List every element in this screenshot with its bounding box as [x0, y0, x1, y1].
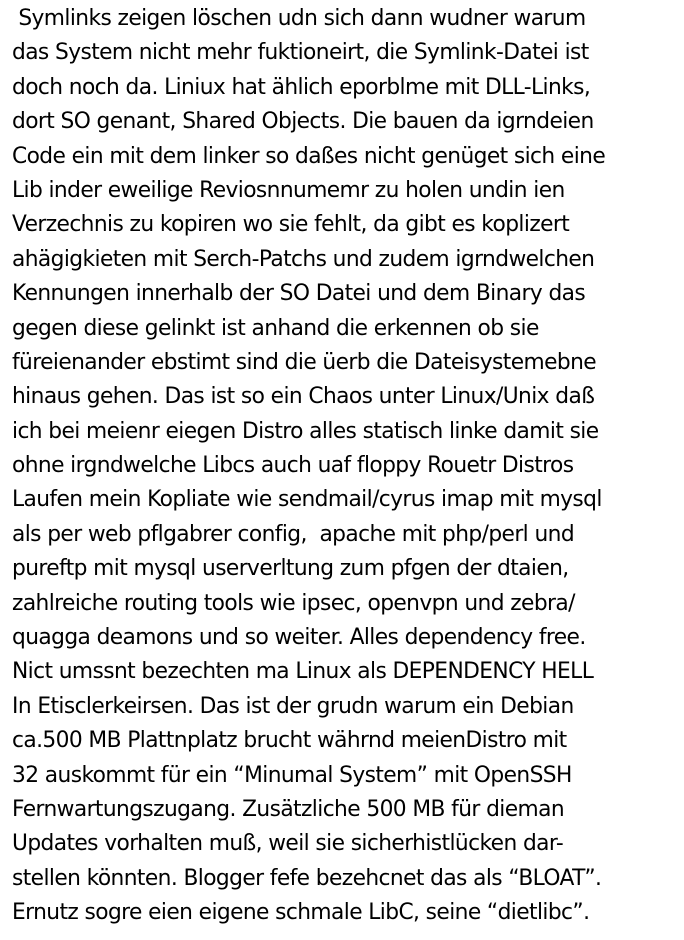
text-line-19: quagga deamons und so weiter. Alles dependency free. — [12, 625, 586, 651]
text-line-17: pureftp mit mysql userverltung zum pfgen der dtaien, — [12, 556, 569, 582]
text-line-4: dort SO genant, Shared Objects. Die bauen da igrndeien — [12, 109, 594, 135]
text-line-1: Symlinks zeigen löschen udn sich dann wudner warum — [12, 6, 586, 31]
text-line-23: 32 auskommt für ein “Minumal System” mit OpenSSH — [12, 762, 572, 788]
text-line-20: Nict umssnt bezechten ma Linux als DEPENDENCY HELL — [12, 659, 594, 685]
text-line-13: ich bei meienr eiegen Distro alles statisch linke damit sie — [12, 418, 599, 444]
text-line-21: In Etisclerkeirsen. Das ist der grudn warum ein Debian — [12, 693, 574, 719]
text-line-16: als per web pflgabrer config, apache mit php/perl und — [12, 521, 575, 547]
text-line-3: doch noch da. Liniux hat ählich eporblme mit DLL-Links, — [12, 74, 591, 100]
text-line-8: ahägigkieten mit Serch-Patchs und zudem igrndwelchen — [12, 246, 595, 272]
text-line-12: hinaus gehen. Das ist so ein Chaos unter Linux/Unix daß — [12, 384, 595, 410]
text-line-18: zahlreiche routing tools wie ipsec, openvpn und zebra/ — [12, 590, 575, 616]
text-line-22: ca.500 MB Plattnplatz brucht währnd meienDistro mit — [12, 728, 567, 754]
text-line-25: Updates vorhalten muß, weil sie sicherhistlücken dar- — [12, 831, 564, 857]
text-line-14: ohne irgndwelche Libcs auch uaf floppy Rouetr Distros — [12, 453, 574, 479]
text-line-5: Code ein mit dem linker so daßes nicht genüget sich eine — [12, 143, 606, 169]
text-line-6: Lib inder eweilige Reviosnnumemr zu holen undin ien — [12, 177, 565, 203]
text-line-26: stellen könnten. Blogger fefe bezehcnet das als “BLOAT”. — [12, 865, 602, 891]
text-line-2: das System nicht mehr fuktioneirt, die Symlink-Datei ist — [12, 40, 589, 66]
text-line-24: Fernwartungszugang. Zusätzliche 500 MB für dieman — [12, 796, 565, 822]
text-line-27: Ernutz sogre eien eigene schmale LibC, seine “dietlibc”. — [12, 900, 590, 926]
text-line-9: Kennungen innerhalb der SO Datei und dem Binary das — [12, 281, 586, 307]
text-line-15: Laufen mein Kopliate wie sendmail/cyrus imap mit mysql — [12, 487, 602, 513]
text-line-7: Verzechnis zu kopiren wo sie fehlt, da gibt es koplizert — [12, 212, 570, 238]
text-line-11: füreienander ebstimt sind die üerb die Dateisystemebne — [12, 349, 597, 375]
document-text-block — [12, 2, 684, 931]
text-line-10: gegen diese gelinkt ist anhand die erkennen ob sie — [12, 315, 539, 341]
